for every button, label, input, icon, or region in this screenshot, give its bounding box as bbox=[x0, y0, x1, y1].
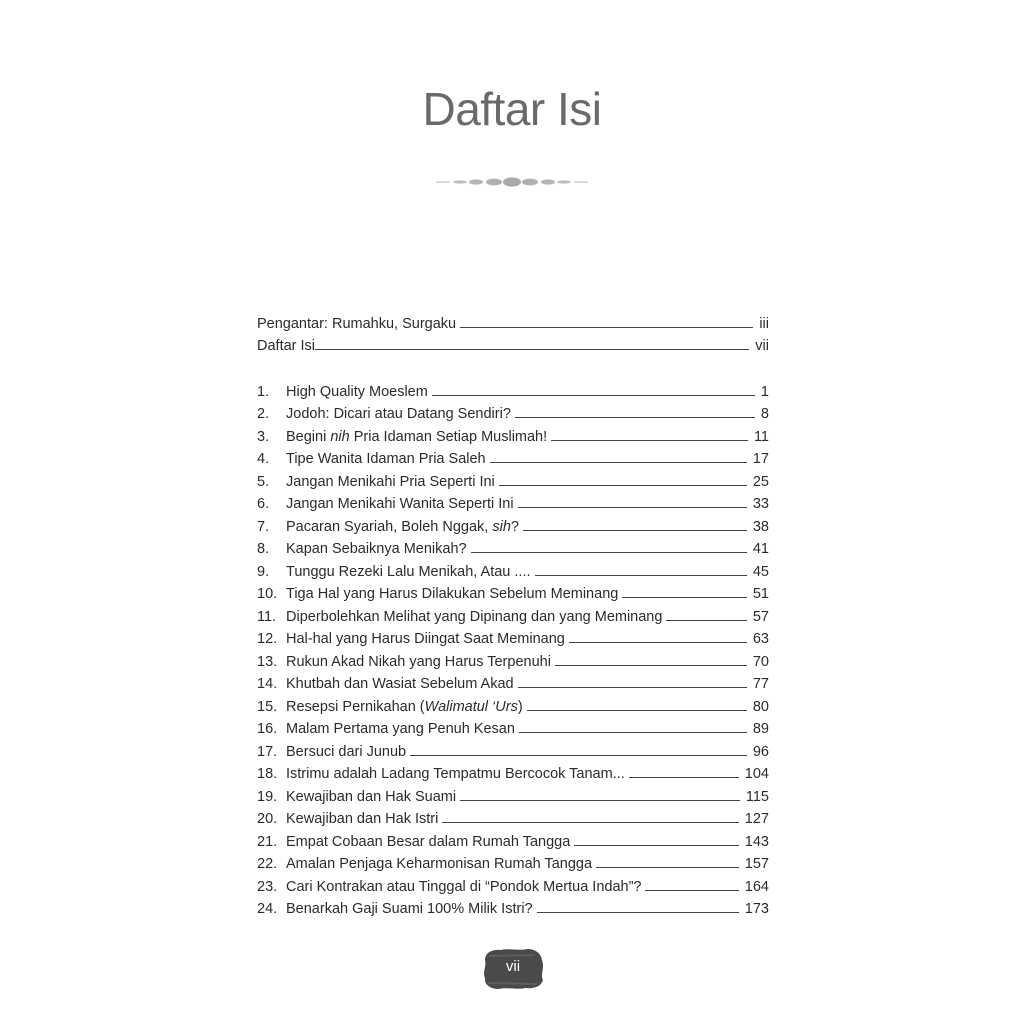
chapter-number: 24. bbox=[257, 901, 278, 917]
dot-leader bbox=[666, 620, 746, 621]
dot-leader bbox=[410, 755, 747, 756]
dot-leader bbox=[622, 597, 747, 598]
toc-entry-title: Kapan Sebaiknya Menikah? bbox=[286, 541, 467, 557]
dot-leader bbox=[569, 642, 747, 643]
toc-entry-title: Jangan Menikahi Wanita Seperti Ini bbox=[286, 496, 514, 512]
ornament-divider bbox=[436, 172, 588, 192]
page-number: vii bbox=[505, 958, 521, 975]
chapter-number: 22. bbox=[257, 856, 278, 872]
toc-entry-chapter[interactable] bbox=[257, 782, 769, 805]
dot-leader bbox=[515, 417, 755, 418]
toc-entry-chapter[interactable] bbox=[257, 535, 769, 558]
toc-entry-chapter[interactable] bbox=[257, 872, 769, 895]
toc-entry-title: Hal-hal yang Harus Diingat Saat Meminang bbox=[286, 631, 565, 647]
toc-entry-title: Kewajiban dan Hak Istri bbox=[286, 811, 439, 827]
toc-entry-page: 104 bbox=[744, 766, 769, 782]
toc-entry-page: vii bbox=[755, 338, 769, 354]
toc-entry-title: Tunggu Rezeki Lalu Menikah, Atau .... bbox=[286, 563, 531, 580]
dot-leader bbox=[551, 440, 748, 441]
chapter-number: 3. bbox=[257, 428, 270, 445]
toc-entry-chapter[interactable] bbox=[257, 602, 769, 625]
chapter-number: 18. bbox=[257, 766, 278, 782]
chapter-number: 21. bbox=[257, 833, 278, 850]
toc-entry-title: Cari Kontrakan atau Tinggal di “Pondok Mertua Indah”? bbox=[286, 878, 642, 895]
table-of-contents bbox=[257, 309, 769, 917]
toc-entry-page: 70 bbox=[752, 653, 769, 670]
toc-entry-daftar-isi[interactable] bbox=[257, 332, 769, 355]
toc-entry-page: 115 bbox=[745, 788, 769, 805]
toc-entry-page: 96 bbox=[752, 743, 769, 760]
toc-entry-chapter[interactable] bbox=[257, 580, 769, 603]
chapter-number: 5. bbox=[257, 473, 270, 490]
toc-entry-title: Empat Cobaan Besar dalam Rumah Tangga bbox=[286, 833, 571, 850]
toc-entry-chapter[interactable] bbox=[257, 445, 769, 468]
chapter-number: 15. bbox=[257, 698, 278, 715]
chapter-number: 2. bbox=[257, 406, 270, 422]
chapter-number: 11. bbox=[257, 608, 277, 625]
toc-entry-page: 8 bbox=[760, 406, 769, 422]
chapter-number: 12. bbox=[257, 631, 278, 647]
toc-entry-chapter[interactable] bbox=[257, 850, 769, 873]
dot-leader bbox=[518, 687, 747, 688]
toc-entry-chapter[interactable] bbox=[257, 670, 769, 693]
toc-entry-title: Tiga Hal yang Harus Dilakukan Sebelum Meminang bbox=[286, 586, 619, 602]
dot-leader bbox=[315, 349, 749, 350]
toc-entry-chapter[interactable] bbox=[257, 805, 769, 828]
toc-entry-page: 80 bbox=[752, 698, 769, 715]
toc-entry-page: 11 bbox=[753, 428, 769, 445]
toc-entry-page: 127 bbox=[744, 811, 769, 827]
dot-leader bbox=[519, 732, 747, 733]
toc-entry-page: 63 bbox=[752, 631, 769, 647]
toc-entry-chapter[interactable] bbox=[257, 715, 769, 738]
toc-entry-page: 17 bbox=[752, 451, 769, 467]
toc-entry-page: 38 bbox=[752, 518, 769, 535]
dot-leader bbox=[442, 822, 738, 823]
toc-entry-chapter[interactable] bbox=[257, 422, 769, 445]
toc-entry-page: 157 bbox=[744, 856, 769, 872]
toc-entry-page: 45 bbox=[752, 563, 769, 580]
toc-entry-page: 173 bbox=[744, 901, 769, 917]
dot-leader bbox=[537, 912, 739, 913]
toc-entry-title: Benarkah Gaji Suami 100% Milik Istri? bbox=[286, 901, 533, 917]
toc-entry-page: 57 bbox=[752, 608, 769, 625]
toc-entry-chapter[interactable] bbox=[257, 400, 769, 423]
dot-leader bbox=[460, 327, 753, 328]
toc-entry-preface[interactable] bbox=[257, 309, 769, 332]
toc-entry-chapter[interactable] bbox=[257, 737, 769, 760]
chapter-number: 16. bbox=[257, 721, 278, 737]
chapter-number: 23. bbox=[257, 878, 278, 895]
toc-entry-title: Begini nih Pria Idaman Setiap Muslimah! bbox=[286, 428, 548, 445]
toc-entry-title: Daftar Isi bbox=[257, 338, 316, 354]
toc-entry-page: 77 bbox=[752, 676, 769, 692]
toc-entry-title: Pacaran Syariah, Boleh Nggak, sih? bbox=[286, 518, 519, 535]
dot-leader bbox=[490, 462, 747, 463]
toc-entry-page: 143 bbox=[744, 833, 769, 850]
toc-entry-title: Amalan Penjaga Keharmonisan Rumah Tangga bbox=[286, 856, 593, 872]
toc-entry-chapter[interactable] bbox=[257, 827, 769, 850]
toc-entry-title: Khutbah dan Wasiat Sebelum Akad bbox=[286, 676, 514, 692]
chapter-list bbox=[257, 377, 769, 917]
chapter-number: 6. bbox=[257, 496, 270, 512]
toc-entry-chapter[interactable] bbox=[257, 467, 769, 490]
toc-entry-chapter[interactable] bbox=[257, 647, 769, 670]
chapter-number: 4. bbox=[257, 451, 270, 467]
toc-entry-title: Tipe Wanita Idaman Pria Saleh bbox=[286, 451, 486, 467]
toc-entry-chapter[interactable] bbox=[257, 760, 769, 783]
page-title: Daftar Isi bbox=[422, 83, 602, 135]
dot-leader bbox=[535, 575, 747, 576]
dot-leader bbox=[432, 395, 755, 396]
chapter-number: 17. bbox=[257, 743, 278, 760]
dot-leader bbox=[574, 845, 739, 846]
chapter-number: 14. bbox=[257, 676, 278, 692]
toc-entry-page: 1 bbox=[760, 383, 769, 400]
dot-leader bbox=[596, 867, 739, 868]
toc-entry-page: 41 bbox=[752, 541, 769, 557]
toc-entry-title: Malam Pertama yang Penuh Kesan bbox=[286, 721, 515, 737]
dot-leader bbox=[460, 800, 740, 801]
toc-entry-chapter[interactable] bbox=[257, 692, 769, 715]
toc-entry-title: Rukun Akad Nikah yang Harus Terpenuhi bbox=[286, 653, 551, 670]
chapter-number: 7. bbox=[257, 518, 270, 535]
toc-entry-title: Jangan Menikahi Pria Seperti Ini bbox=[286, 473, 495, 490]
toc-entry-page: 33 bbox=[752, 496, 769, 512]
toc-entry-chapter[interactable] bbox=[257, 512, 769, 535]
dot-leader bbox=[523, 530, 747, 531]
chapter-number: 9. bbox=[257, 563, 270, 580]
toc-entry-chapter[interactable] bbox=[257, 557, 769, 580]
chapter-number: 10. bbox=[257, 586, 278, 602]
dot-leader bbox=[499, 485, 747, 486]
dot-leader bbox=[645, 890, 738, 891]
toc-entry-chapter[interactable] bbox=[257, 377, 769, 400]
chapter-number: 20. bbox=[257, 811, 278, 827]
toc-entry-title: Jodoh: Dicari atau Datang Sendiri? bbox=[286, 406, 511, 422]
dot-leader bbox=[471, 552, 747, 553]
toc-entry-title: Istrimu adalah Ladang Tempatmu Bercocok Tanam... bbox=[286, 766, 625, 782]
toc-entry-title: High Quality Moeslem bbox=[286, 383, 428, 400]
toc-entry-title: Bersuci dari Junub bbox=[286, 743, 407, 760]
toc-entry-chapter[interactable] bbox=[257, 490, 769, 513]
page-number-badge bbox=[479, 946, 547, 992]
toc-entry-chapter[interactable] bbox=[257, 625, 769, 648]
toc-entry-page: 164 bbox=[744, 878, 769, 895]
chapter-number: 8. bbox=[257, 541, 270, 557]
dot-leader bbox=[629, 777, 739, 778]
dot-leader bbox=[518, 507, 747, 508]
toc-entry-page: 25 bbox=[752, 473, 769, 490]
toc-entry-title: Kewajiban dan Hak Suami bbox=[286, 788, 457, 805]
chapter-number: 19. bbox=[257, 788, 278, 805]
toc-entry-page: 89 bbox=[752, 721, 769, 737]
chapter-number: 1. bbox=[257, 383, 270, 400]
toc-entry-page: iii bbox=[759, 315, 769, 332]
dot-leader bbox=[555, 665, 747, 666]
toc-entry-title: Diperbolehkan Melihat yang Dipinang dan yang Meminang bbox=[286, 608, 663, 625]
dot-leader bbox=[527, 710, 747, 711]
chapter-number: 13. bbox=[257, 653, 278, 670]
toc-entry-title: Resepsi Pernikahan (Walimatul ‘Urs) bbox=[286, 698, 523, 715]
toc-entry-page: 51 bbox=[752, 586, 769, 602]
toc-entry-chapter[interactable] bbox=[257, 895, 769, 918]
toc-entry-title: Pengantar: Rumahku, Surgaku bbox=[257, 315, 457, 332]
